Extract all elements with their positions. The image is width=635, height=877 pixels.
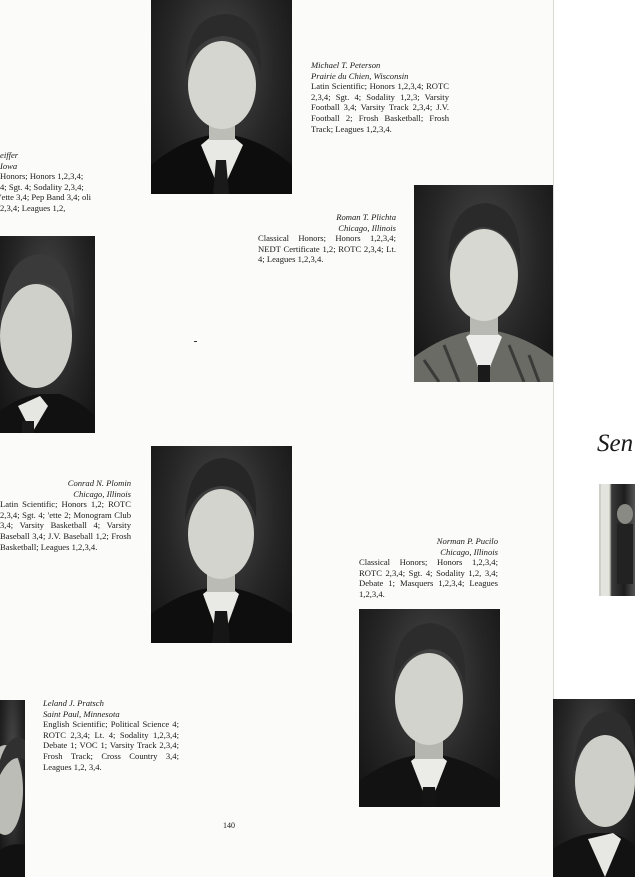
student-activities: Classical Honors; Honors 1,2,3,4; NEDT Certificate 1,2; ROTC 2,3,4; Lt. 4; Leagues 1,2,3,4. [258,233,396,265]
portrait-photo-facing-page [553,699,635,877]
print-speck [194,341,197,342]
student-name: Michael T. Peterson [311,60,381,70]
student-activities: English Scientific; Political Science 4; ROTC 2,3,4; Lt. 4; Sodality 1,2,3,4; Debate 1; VOC 1; Varsity Track 2,3,4; Frosh Track; Cross Country 3,4; Leagues 1,2, 3,4. [43,719,179,772]
student-name: Conrad N. Plomin [67,478,131,488]
student-activities: Classical Honors; Honors 1,2,3,4; ROTC 2,3,4; Sgt. 4; Sodality 1,2, 3,4; Debate 1; Masquers 1,2,3,4; Leagues 1,2,3,4. [359,557,498,599]
student-hometown: Chicago, Illinois [73,488,131,499]
student-hometown: Prairie du Chien, Wisconsin [311,70,409,81]
student-activities: Latin Scientific; Honors 1,2,3,4; ROTC 2,3,4; Sgt. 4; Sodality 1,2,3; Varsity Football 3,4; Varsity Track 2,3,4; J.V. Football 2; Frosh Basketball; Frosh Track; Leagues 1,2,3,4. [311,81,449,134]
group-photo-fragment [599,484,635,596]
caption-plomin [0,478,131,552]
portrait-graphic [599,484,635,596]
portrait-photo-cut-left [0,236,95,433]
student-activities: Honors; Honors 1,2,3,4; 4; Sgt. 4; Sodality 2,3,4; 'ette 3,4; Pep Band 3,4; oli 2,3,4; Leagues 1,2, [0,171,92,213]
portrait-graphic [151,0,292,194]
student-hometown: Chicago, Illinois [440,546,498,557]
portrait-photo-peterson [151,0,292,194]
page-number: 140 [223,821,235,830]
student-hometown: Iowa [0,160,18,171]
student-hometown: Saint Paul, Minnesota [43,708,120,719]
portrait-photo-pucilo [359,609,500,807]
caption-cut-left [0,150,92,214]
section-heading-fragment: Sen [597,430,634,457]
portrait-graphic [553,699,635,877]
portrait-photo-plomin [151,446,292,643]
student-name: Norman P. Pucilo [436,536,498,546]
student-name: Roman T. Plichta [336,212,396,222]
portrait-photo-cut-bottom-left [0,700,25,877]
portrait-graphic [0,236,95,433]
portrait-photo-plichta [414,185,553,382]
caption-pucilo [359,536,498,600]
portrait-graphic [0,700,25,877]
caption-pratsch [43,698,179,772]
portrait-graphic [414,185,553,382]
portrait-graphic [359,609,500,807]
portrait-graphic [151,446,292,643]
student-name: eiffer [0,150,19,160]
caption-plichta [258,212,396,265]
student-activities: Latin Scientific; Honors 1,2; ROTC 2,3,4; Sgt. 4; 'ette 2; Monogram Club 3,4; Varsity Basketball 4; Varsity Baseball 3,4; J.V. Baseball 1,2; Frosh Basketball; Leagues 1,2,3,4. [0,499,131,552]
student-name: Leland J. Pratsch [43,698,104,708]
student-hometown: Chicago, Illinois [338,222,396,233]
caption-peterson [311,60,449,134]
